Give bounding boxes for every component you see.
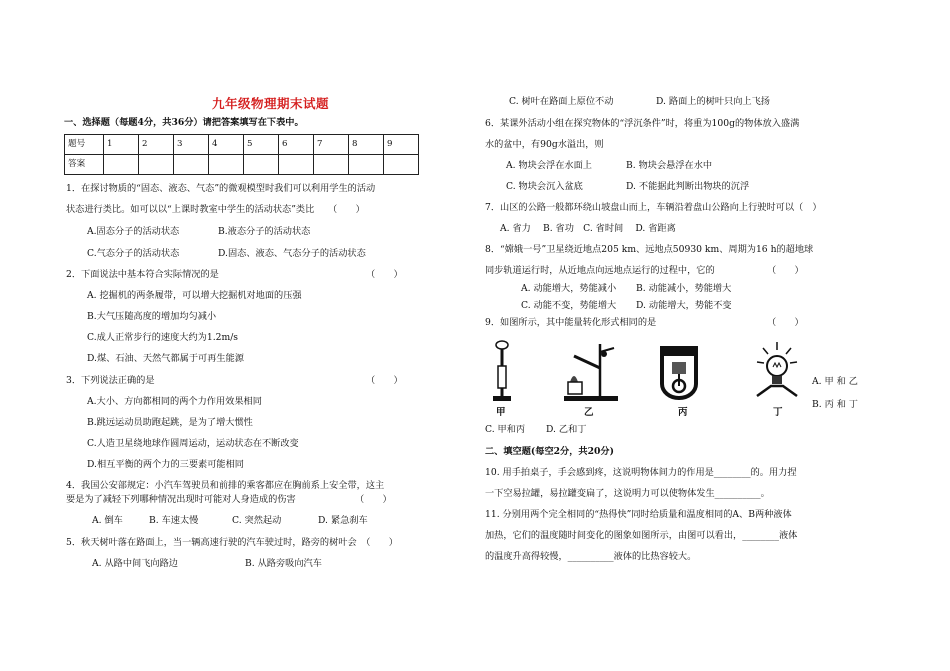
table-cell: 3: [174, 135, 209, 155]
q2-option-c: C.成人正常步行的速度大约为1.2m/s: [87, 332, 239, 343]
figure-ding-label: 丁: [773, 407, 783, 418]
q7-options: A. 省力 B. 省功 C. 省时间 D. 省距离: [500, 223, 676, 234]
q9-stem: 9．如图所示，其中能量转化形式相同的是: [485, 317, 657, 328]
q9-option-c: C. 甲和丙: [485, 424, 526, 435]
figure-jia-label: 甲: [496, 407, 506, 418]
q11-line2: 加热，它们的温度随时间变化的图象如图所示，由图可以看出，________液体: [485, 530, 798, 541]
answer-cell[interactable]: [314, 155, 349, 175]
q9-answer-paren: （ ）: [767, 317, 804, 328]
table-cell: 题号: [65, 135, 104, 155]
q8-option-b: B. 动能减小，势能增大: [636, 283, 732, 294]
q5-option-d: D. 路面上的树叶只向上飞扬: [656, 96, 770, 107]
q2-option-d: D.煤、石油、天然气都属于可再生能源: [87, 353, 244, 364]
answer-cell[interactable]: [139, 155, 174, 175]
q10-line1: 10. 用手拍桌子，手会感到疼，这说明物体间力的作用是________的。用力捏: [485, 467, 797, 478]
answer-cell[interactable]: [384, 155, 419, 175]
answer-cell[interactable]: [279, 155, 314, 175]
q5-option-c: C. 树叶在路面上原位不动: [509, 96, 614, 107]
q10-line2: 一下空易拉罐，易拉罐变扁了，这说明力可以使物体发生__________。: [485, 488, 770, 499]
figure-jia: [489, 338, 515, 404]
q6-stem-line2: 水的盆中，有90g水溢出，则: [485, 139, 604, 150]
q2-option-b: B.大气压随高度的增加均匀减小: [87, 311, 217, 322]
table-cell: 4: [209, 135, 244, 155]
q3-option-a: A.大小、方向都相同的两个力作用效果相同: [87, 396, 262, 407]
q4-stem-line1: 4．我国公安部规定：小汽车驾驶员和前排的乘客都应在胸前系上安全带，这主: [66, 480, 385, 491]
answer-cell[interactable]: [104, 155, 139, 175]
q5-stem: 5．秋天树叶落在路面上，当一辆高速行驶的汽车驶过时，路旁的树叶会 （ ）: [66, 537, 398, 548]
table-cell: 2: [139, 135, 174, 155]
figure-bing: [656, 344, 702, 400]
answer-table-header-row: [65, 135, 419, 155]
answer-table-answer-row: [65, 155, 419, 175]
q4-option-b: B. 车速太慢: [149, 515, 199, 526]
q2-answer-paren: （ ）: [366, 269, 403, 280]
q1-stem-line2: 状态进行类比。如可以以“上课时教室中学生的活动状态”类比 （ ）: [66, 204, 365, 215]
answer-cell[interactable]: [244, 155, 279, 175]
page-title: 九年级物理期末试题: [212, 96, 330, 111]
q11-line1: 11. 分别用两个完全相同的“热得快”同时给质量和温度相同的A、B两种液体: [485, 509, 792, 520]
table-cell: 1: [104, 135, 139, 155]
q2-stem: 2．下面说法中基本符合实际情况的是: [66, 269, 219, 280]
q6-option-a: A. 物块会浮在水面上: [506, 160, 592, 171]
q8-option-a: A. 动能增大，势能减小: [521, 283, 617, 294]
table-cell: 8: [349, 135, 384, 155]
answer-table: [64, 134, 419, 175]
q3-option-b: B.跳远运动员助跑起跳，是为了增大惯性: [87, 417, 253, 428]
q1-option-a: A.固态分子的活动状态: [87, 226, 180, 237]
answer-cell[interactable]: [349, 155, 384, 175]
section-2-heading: 二、填空题(每空2分，共20分): [485, 446, 614, 457]
q3-option-c: C.人造卫星绕地球作圆周运动，运动状态在不断改变: [87, 438, 299, 449]
q9-option-a: A. 甲 和 乙: [812, 376, 858, 387]
table-cell: 9: [384, 135, 419, 155]
q3-answer-paren: （ ）: [366, 375, 403, 386]
table-cell: 5: [244, 135, 279, 155]
table-cell: 7: [314, 135, 349, 155]
figure-ding: [753, 340, 801, 402]
q3-stem: 3．下列说法正确的是: [66, 375, 155, 386]
q4-option-d: D. 紧急刹车: [318, 515, 368, 526]
section-1-heading: 一、选择题（每题4分，共36分）请把答案填写在下表中。: [64, 117, 304, 128]
q6-option-d: D. 不能据此判断出物块的沉浮: [626, 181, 750, 192]
q6-option-c: C. 物块会沉入盆底: [506, 181, 583, 192]
q8-option-d: D. 动能增大，势能不变: [636, 300, 732, 311]
q1-stem-line1: 1．在探讨物质的“固态、液态、气态”的微观模型时我们可以利用学生的活动: [66, 183, 376, 194]
figure-yi-label: 乙: [584, 407, 594, 418]
q8-option-c: C. 动能不变，势能增大: [521, 300, 617, 311]
answer-cell[interactable]: [174, 155, 209, 175]
q4-answer-paren: （ ）: [355, 494, 392, 505]
q6-stem-line1: 6．某课外活动小组在探究物体的“浮沉条件”时，将重为100g的物体放入盛满: [485, 118, 800, 129]
answer-cell[interactable]: [209, 155, 244, 175]
q9-option-b: B. 丙 和 丁: [812, 399, 858, 410]
q4-stem-line2: 要是为了减轻下列哪种情况出现时可能对人身造成的伤害: [66, 494, 296, 505]
table-cell: 答案: [65, 155, 104, 175]
q1-option-d: D.固态、液态、气态分子的活动状态: [218, 248, 366, 259]
q2-option-a: A. 挖掘机的两条履带，可以增大挖掘机对地面的压强: [87, 290, 302, 301]
figure-yi: [562, 338, 622, 404]
q1-option-b: B.液态分子的活动状态: [218, 226, 311, 237]
q3-option-d: D.相互平衡的两个力的三要素可能相同: [87, 459, 244, 470]
q8-answer-paren: （ ）: [767, 265, 804, 276]
q6-option-b: B. 物块会悬浮在水中: [626, 160, 713, 171]
q4-option-c: C. 突然起动: [232, 515, 282, 526]
q9-option-d: D. 乙和丁: [546, 424, 587, 435]
q7-stem: 7．山区的公路一般都环绕山坡盘山而上，车辆沿着盘山公路向上行驶时可以（ ）: [485, 202, 822, 213]
table-cell: 6: [279, 135, 314, 155]
q11-line3: 的温度升高得较慢，__________液体的比热容较大。: [485, 551, 697, 562]
q5-option-b: B. 从路旁吸向汽车: [245, 558, 322, 569]
q4-option-a: A. 倒车: [92, 515, 123, 526]
figure-bing-label: 丙: [678, 407, 688, 418]
q8-stem-line1: 8．“嫦娥一号”卫星绕近地点205 km、远地点50930 km、周期为16 h的超地球: [485, 244, 814, 255]
q8-stem-line2: 同步轨道运行时，从近地点向远地点运行的过程中，它的: [485, 265, 715, 276]
q1-option-c: C.气态分子的活动状态: [87, 248, 180, 259]
q5-option-a: A. 从路中间飞向路边: [92, 558, 178, 569]
